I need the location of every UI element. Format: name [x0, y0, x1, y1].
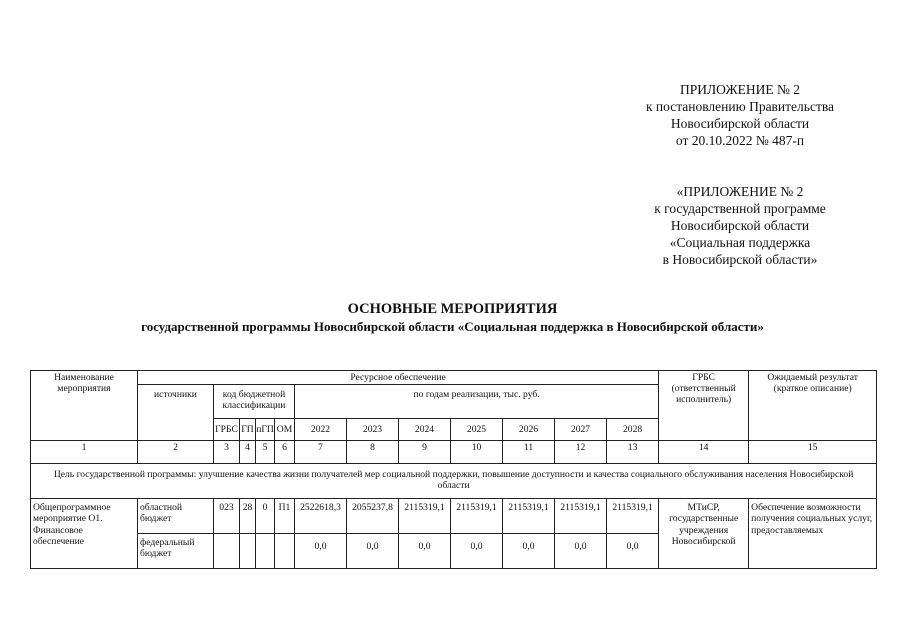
header-code-gp: ГП	[240, 419, 256, 441]
column-number: 13	[607, 441, 659, 464]
column-number: 7	[295, 441, 347, 464]
header-budget-code: код бюджетной классификации	[214, 385, 295, 419]
budget-value: 0,0	[295, 534, 347, 569]
appendix-line: Новосибирской области	[670, 218, 810, 233]
header-year: 2025	[451, 419, 503, 441]
goal-row	[31, 464, 877, 499]
table-row	[31, 499, 877, 534]
document-subtitle: государственной программы Новосибирской области «Социальная поддержка в Новосибирской области»	[141, 319, 764, 334]
column-number: 2	[138, 441, 214, 464]
header-grbs: ГРБС (ответственный исполнитель)	[659, 371, 749, 441]
budget-value: 2115319,1	[607, 499, 659, 534]
column-number: 9	[399, 441, 451, 464]
code-gp	[240, 534, 256, 569]
column-number: 6	[275, 441, 295, 464]
header-name: Наименование мероприятия	[31, 371, 138, 441]
appendix-line: ПРИЛОЖЕНИЕ № 2	[679, 82, 801, 97]
column-number: 15	[749, 441, 877, 464]
appendix-header-resolution	[590, 81, 890, 149]
expected-result: Обеспечение возможности получения социальных услуг, предоставляемых	[749, 499, 877, 569]
header-year: 2023	[347, 419, 399, 441]
header-code-pgp: пГП	[256, 419, 275, 441]
column-number: 14	[659, 441, 749, 464]
header-resources: Ресурсное обеспечение	[138, 371, 659, 385]
document-title: ОСНОВНЫЕ МЕРОПРИЯТИЯ	[347, 301, 558, 317]
column-number: 1	[31, 441, 138, 464]
code-om: П1	[275, 499, 295, 534]
appendix-line: в Новосибирской области»	[662, 252, 818, 267]
measures-table	[30, 370, 877, 569]
column-number: 5	[256, 441, 275, 464]
appendix-line: к государственной программе	[654, 201, 826, 216]
budget-value: 0,0	[555, 534, 607, 569]
measure-name: Общепрограммное мероприятие О1. Финансовое обеспечение	[31, 499, 138, 569]
budget-value: 2055237,8	[347, 499, 399, 534]
appendix-line: от 20.10.2022 № 487-п	[675, 133, 805, 148]
budget-value: 0,0	[503, 534, 555, 569]
budget-value: 0,0	[399, 534, 451, 569]
column-number: 11	[503, 441, 555, 464]
appendix-header-program	[590, 183, 890, 268]
header-year: 2026	[503, 419, 555, 441]
appendix-line: «ПРИЛОЖЕНИЕ № 2	[676, 184, 804, 199]
column-number: 12	[555, 441, 607, 464]
budget-value: 2115319,1	[503, 499, 555, 534]
budget-value: 0,0	[347, 534, 399, 569]
budget-value: 0,0	[451, 534, 503, 569]
column-number: 10	[451, 441, 503, 464]
responsible-executor: МТиСР, государственные учреждения Новосибирской	[659, 499, 749, 569]
column-number: 4	[240, 441, 256, 464]
header-year: 2027	[555, 419, 607, 441]
budget-value: 0,0	[607, 534, 659, 569]
source-name: федеральный бюджет	[138, 534, 214, 569]
program-goal: Цель государственной программы: улучшение качества жизни получателей мер социальной поддержки, повышение доступности и качества социального обслуживания населения Новосибирской области	[31, 464, 877, 499]
appendix-line: «Социальная поддержка	[669, 235, 811, 250]
header-sources: источники	[138, 385, 214, 441]
budget-value: 2522618,3	[295, 499, 347, 534]
code-om	[275, 534, 295, 569]
column-number: 8	[347, 441, 399, 464]
header-code-om: ОМ	[275, 419, 295, 441]
code-gp: 28	[240, 499, 256, 534]
header-year: 2022	[295, 419, 347, 441]
code-pgp	[256, 534, 275, 569]
appendix-line: Новосибирской области	[670, 116, 810, 131]
code-grbs: 023	[214, 499, 240, 534]
header-year: 2024	[399, 419, 451, 441]
header-code-grbs: ГРБС	[214, 419, 240, 441]
appendix-line: к постановлению Правительства	[645, 99, 835, 114]
code-grbs	[214, 534, 240, 569]
budget-value: 2115319,1	[555, 499, 607, 534]
code-pgp: 0	[256, 499, 275, 534]
column-number-row	[31, 441, 877, 464]
source-name: областной бюджет	[138, 499, 214, 534]
header-result: Ожидаемый результат (краткое описание)	[749, 371, 877, 441]
header-year: 2028	[607, 419, 659, 441]
budget-value: 2115319,1	[399, 499, 451, 534]
column-number: 3	[214, 441, 240, 464]
budget-value: 2115319,1	[451, 499, 503, 534]
header-by-years: по годам реализации, тыс. руб.	[295, 385, 659, 419]
